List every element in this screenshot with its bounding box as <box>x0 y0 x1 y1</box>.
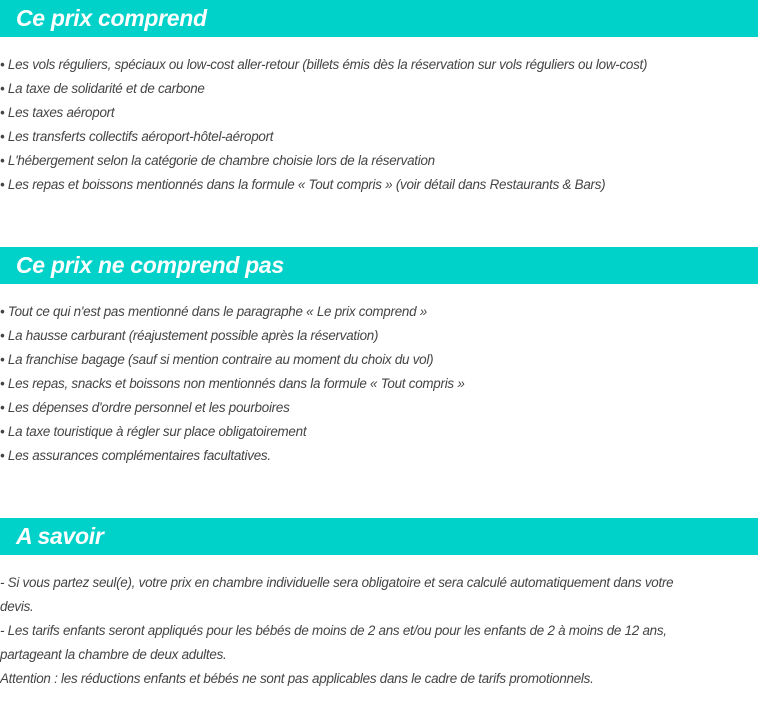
list-item: • La franchise bagage (sauf si mention contraire au moment du choix du vol) <box>0 352 434 367</box>
list-item: • Les assurances complémentaires facultatives. <box>0 448 271 463</box>
included-list <box>0 53 647 197</box>
list-item: • Les dépenses d'ordre personnel et les pourboires <box>0 400 290 415</box>
text-line: - Les tarifs enfants seront appliqués pour les bébés de moins de 2 ans et/ou pour les enfants de 2 à moins de 12 ans, <box>0 623 667 638</box>
list-item: • L'hébergement selon la catégorie de chambre choisie lors de la réservation <box>0 153 435 168</box>
list-item: • La hausse carburant (réajustement possible après la réservation) <box>0 328 379 343</box>
text-line: - Si vous partez seul(e), votre prix en chambre individuelle sera obligatoire et sera calculé automatiquement dans votre <box>0 575 674 590</box>
list-item: • Tout ce qui n'est pas mentionné dans le paragraphe « Le prix comprend » <box>0 304 427 319</box>
good-to-know-text <box>0 571 673 691</box>
section-header-included <box>0 0 758 37</box>
section-title: Ce prix comprend <box>16 5 207 31</box>
section-header-not-included <box>0 247 758 284</box>
list-item: • La taxe de solidarité et de carbone <box>0 81 205 96</box>
text-line: devis. <box>0 599 34 614</box>
section-title: Ce prix ne comprend pas <box>16 252 284 278</box>
section-header-good-to-know <box>0 518 758 555</box>
list-item: • Les vols réguliers, spéciaux ou low-cost aller-retour (billets émis dès la réservation sur vols réguliers ou low-cost) <box>0 57 648 72</box>
section-title: A savoir <box>16 523 104 549</box>
text-line: partageant la chambre de deux adultes. <box>0 647 227 662</box>
text-line: Attention : les réductions enfants et bébés ne sont pas applicables dans le cadre de tarifs promotionnels. <box>0 671 594 686</box>
not-included-list <box>0 300 465 468</box>
list-item: • Les taxes aéroport <box>0 105 115 120</box>
list-item: • La taxe touristique à régler sur place obligatoirement <box>0 424 307 439</box>
list-item: • Les repas et boissons mentionnés dans la formule « Tout compris » (voir détail dans Restaurants & Bars) <box>0 177 606 192</box>
list-item: • Les repas, snacks et boissons non mentionnés dans la formule « Tout compris » <box>0 376 465 391</box>
list-item: • Les transferts collectifs aéroport-hôtel-aéroport <box>0 129 274 144</box>
